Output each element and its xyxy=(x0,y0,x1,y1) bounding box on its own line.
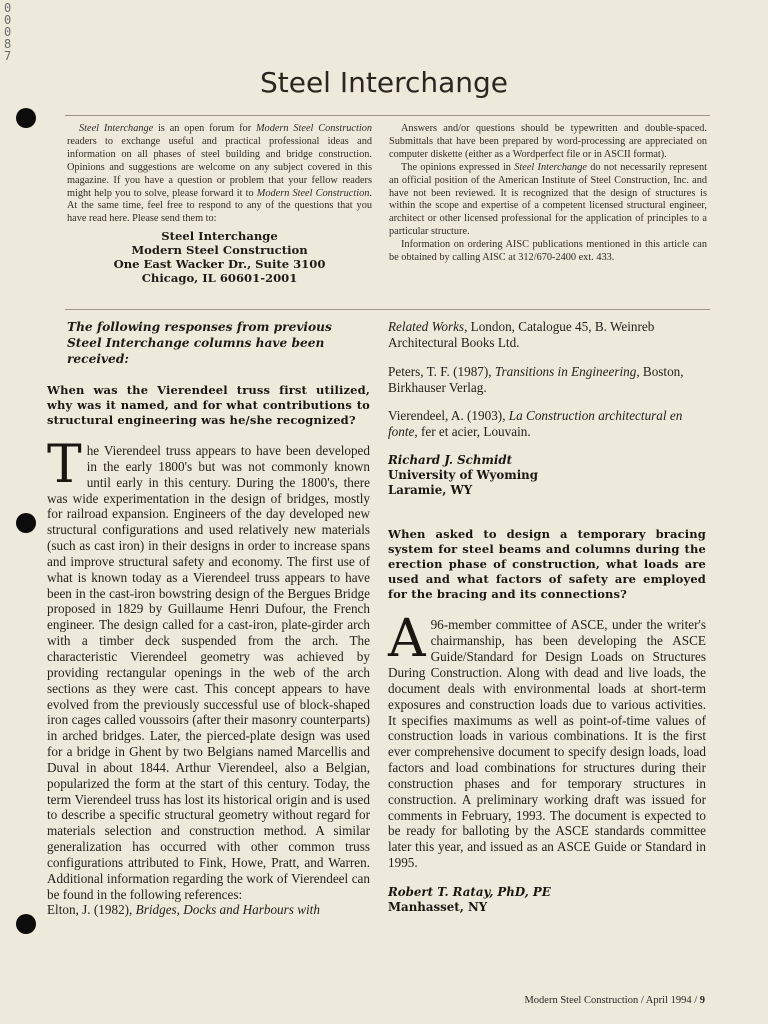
signature-block xyxy=(388,885,706,915)
intro-left xyxy=(67,123,372,285)
question-heading: When asked to design a temporary bracing system for steel beams and columns during the erection phase of construction, what loads are used and what factors of safety are employed for the bracing and its connections? xyxy=(388,527,706,602)
left-column xyxy=(47,319,370,918)
responses-lead: The following responses from previous Steel Interchange columns have been received: xyxy=(67,320,332,366)
punch-hole xyxy=(16,513,36,533)
right-column xyxy=(388,319,706,915)
page-title: Steel Interchange xyxy=(259,66,509,99)
ordering-info: Information on ordering AISC publications mentioned in this article can be obtained by calling AISC at 312/670-2400 ext. 433. xyxy=(389,239,707,264)
header-rule xyxy=(65,115,710,116)
intro-paragraph: Steel Interchange is an open forum for Modern Steel Construction readers to exchange useful and practical professional ideas and information on all phases of steel building and bridge construction. Opinions and suggestions are welcome on any subject covered in this magazine. If you have a question or problem that your fellow readers might help you to solve, please forward it to Modern Steel Construction. At the same time, feel free to respond to any of the questions that you have read here. Please send them to: xyxy=(67,123,373,225)
drop-cap: T xyxy=(47,435,82,495)
author-location: Laramie, WY xyxy=(388,482,473,497)
signature-block xyxy=(388,453,706,497)
answer-text: A 96-member committee of ASCE, under the writer's chairmanship, has been developing the ASCE Guide/Standard for Design Loads on Structures During Construction. Along with dead and live loads, the document deals with environmental loads at short-term exposures and construction loads due to various activities. It specifies maximums as well as point-of-time values of construction loads in various combinations. It is the first ever comprehensive document to specify design loads, load factors and load combinations for structures during their construction phases and for temporary structures in construction. A preliminary working draft was issued for comments in February, 1993. The document is expected to be ready for balloting by the ASCE standards committee later this year, and issued as an ASCE Guide or Standard in 1995. xyxy=(388,609,706,871)
section-rule xyxy=(65,309,710,310)
author-name: Richard J. Schmidt xyxy=(388,453,513,468)
author-location: Manhasset, NY xyxy=(388,899,488,914)
answer-text: The Vierendeel truss appears to have been developed in the early 1800's but was not commonly known until early in this century. During the 1800's, there was wide experimentation in the design of bridges, mostly for railroad expansion. Engineers of the day developed new structural configurations and used relatively new materials (such as cast iron) in their designs in order to increase spans and improve structural safety and economy. The first use of what is known today as a Vierendeel truss appears to have been in the cast-iron bowstring design of the Bergues Bridge proposed in 1829 by Guillaume Henri Dufour, the French engineer. The design called for a cast-iron, plate-girder arch with a timber deck suspended from the arch. The characteristic Vierendeel geometry was achieved by providing rectangular openings in the web of the arch sections as they were cast. This concept appears to have evolved from the previously successful use of block-shaped iron cages called voussoirs (after their masonry counterparts) in arched bridges. Later, the pierced-plate design was used for a bridge in Ghent by two Belgians named Marcellis and Duval in about 1844. Arthur Vierendeel, also a Belgian, popularized the form at the start of this century. Today, the term Vierendeel truss has lost its historical origin and is used to describe a specific structural geometry without regard for materials selection and construction method. A similar generalization has occurred with other common truss configurations attributed to Fink, Howe, Pratt, and Warren. Additional information regarding the work of Vierendeel can be found in the following references: xyxy=(47,435,370,902)
intro-right xyxy=(389,123,707,265)
page-footer: Modern Steel Construction / April 1994 / 9 xyxy=(524,995,705,1006)
drop-cap: A xyxy=(388,609,426,670)
reference-item: Vierendeel, A. (1903), La Construction architectural en fonte, fer et acier, Louvain. xyxy=(388,408,683,440)
reference-item: Elton, J. (1982), Bridges, Docks and Harbours with xyxy=(47,902,320,918)
mailing-address: Steel Interchange Modern Steel Construction One East Wacker Dr., Suite 3100 Chicago, IL 60601-2001 xyxy=(113,229,326,286)
disclaimer: The opinions expressed in Steel Interchange do not necessarily represent an official position of the American Institute of Steel Construction, Inc. and have not been reviewed. It is recognized that the design of structures is within the scope and expertise of a competent licensed structural engineer, architect or other licensed professional for the application of principles to a particular structure. xyxy=(389,161,708,238)
author-name: Robert T. Ratay, PhD, PE xyxy=(388,884,551,899)
author-org: University of Wyoming xyxy=(388,467,539,482)
page-number: 9 xyxy=(699,995,705,1006)
punch-hole xyxy=(16,914,36,934)
reference-item: Peters, T. F. (1987), Transitions in Engineering, Boston, Birkhauser Verlag. xyxy=(388,363,684,395)
punch-hole xyxy=(16,108,36,128)
archive-stamp: 0 0 0 8 7 xyxy=(4,1,11,63)
reference-item: Related Works, London, Catalogue 45, B. Weinreb Architectural Books Ltd. xyxy=(388,319,655,350)
submission-note: Answers and/or questions should be typewritten and double-spaced. Submittals that have been prepared by word-processing are appreciated on computer diskette (either as a Wordperfect file or in ASCII format). xyxy=(389,123,707,160)
question-heading: When was the Vierendeel truss first utilized, why was it named, and for what contributions to structural engineering was he/she recognized? xyxy=(47,383,370,427)
